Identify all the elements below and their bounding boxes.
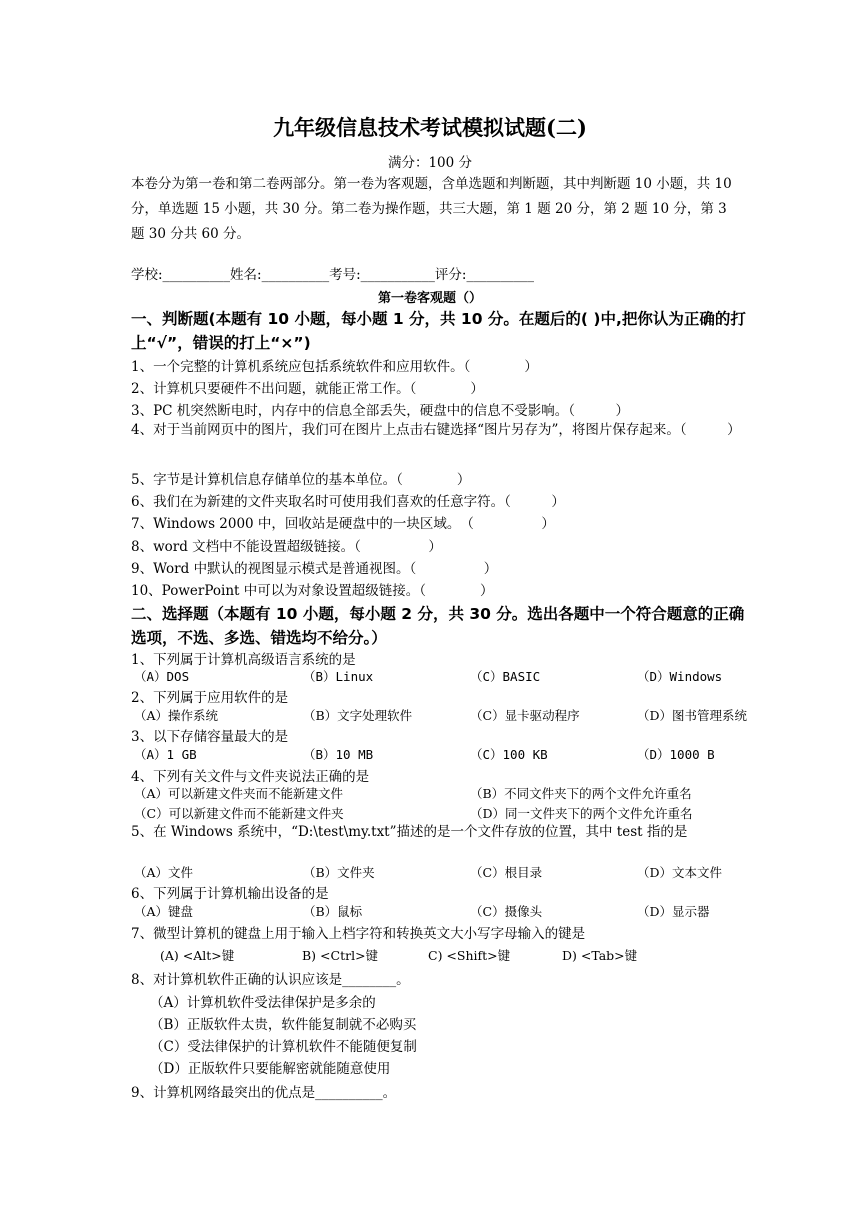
mc-option: B) <Ctrl>键	[302, 948, 379, 963]
mc-option: （C）受法律保护的计算机软件不能随便复制	[150, 1039, 417, 1055]
mc-option: （B）鼠标	[303, 904, 363, 919]
page-title: 九年级信息技术考试模拟试题(二)	[273, 115, 587, 140]
mc-option: （C）摄像头	[470, 904, 543, 919]
mc-question: 2、下列属于应用软件的是	[131, 690, 289, 706]
mc-option: （A）操作系统	[134, 708, 219, 723]
mc-option: （D）正版软件只要能解密就能随意使用	[150, 1061, 391, 1077]
mc-option: D) <Tab>键	[562, 948, 638, 963]
mc-option: （C）可以新建文件而不能新建文件夹	[134, 806, 344, 821]
student-info-line: 学校:__________姓名:__________考号:___________评分:__________	[131, 267, 534, 283]
tf-question: 8、word 文档中不能设置超级链接。（ ）	[131, 539, 442, 555]
tf-question: 4、对于当前网页中的图片，我们可在图片上点击右键选择“图片另存为”，将图片保存起来。（ ）	[131, 422, 741, 438]
mc-option: （D）1000 B	[637, 747, 715, 762]
mc-option: （C）BASIC	[470, 669, 541, 684]
mc-option: （A）1 GB	[134, 747, 197, 762]
mc-option: （D）显示器	[637, 904, 710, 919]
mc-question: 6、下列属于计算机输出设备的是	[131, 886, 329, 902]
volume-title: 第一卷客观题（）	[377, 291, 482, 306]
mc-option: （C）100 KB	[470, 747, 548, 762]
tf-question: 6、我们在为新建的文件夹取名时可使用我们喜欢的任意字符。（ ）	[131, 494, 565, 510]
tf-question: 10、PowerPoint 中可以为对象设置超级链接。（ ）	[131, 583, 494, 599]
mc-question: 5、在 Windows 系统中，“D:\test\my.txt”描述的是一个文件存放的位置，其中 test 指的是	[131, 824, 688, 840]
mc-option: C) <Shift>键	[428, 948, 511, 963]
mc-question: 3、以下存储容量最大的是	[131, 729, 289, 745]
tf-question: 2、计算机只要硬件不出问题，就能正常工作。（ ）	[131, 381, 484, 397]
mc-option: （B）文字处理软件	[303, 708, 413, 723]
mc-option: （A）DOS	[134, 669, 190, 684]
mc-option: （B）10 MB	[303, 747, 374, 762]
mc-question: 9、计算机网络最突出的优点是__________。	[131, 1085, 397, 1101]
mc-option: （D）同一文件夹下的两个文件允许重名	[470, 806, 693, 821]
mc-option: （D）Windows	[637, 669, 723, 684]
tf-question: 9、Word 中默认的视图显示模式是普通视图。（ ）	[131, 561, 498, 577]
full-score: 满分：100 分	[387, 155, 473, 171]
tf-question: 7、Windows 2000 中，回收站是硬盘中的一块区域。 （ ）	[131, 516, 555, 532]
mc-option: （B）文件夹	[303, 865, 375, 880]
mc-option: (A) <Alt>键	[160, 948, 235, 963]
exam-intro: 本卷分为第一卷和第二卷两部分。第一卷为客观题，含单选题和判断题，其中判断题 10 小题，共 10 分，单选题 15 小题，共 30 分。第二卷为操作题，共三大题，第 1 题 20 分，第 2 题 10 分，第 3 题 30 分共 60 分。	[131, 176, 732, 242]
mc-option: （A）可以新建文件夹而不能新建文件	[134, 786, 344, 801]
tf-question: 1、一个完整的计算机系统应包括系统软件和应用软件。（ ）	[131, 359, 538, 375]
mc-option: （C）显卡驱动程序	[470, 708, 580, 723]
mc-option: （A）计算机软件受法律保护是多余的	[150, 995, 376, 1011]
mc-option: （D）图书管理系统	[637, 708, 748, 723]
mc-question: 7、微型计算机的键盘上用于输入上档字符和转换英文大小写字母输入的键是	[131, 926, 586, 942]
section1-heading: 一、判断题(本题有 10 小题，每小题 1 分，共 10 分。在题后的( )中,把你认为正确的打上“√”，错误的打上“×”)	[131, 310, 746, 352]
mc-question: 8、对计算机软件正确的认识应该是________。	[131, 972, 410, 988]
mc-option: （D）文本文件	[637, 865, 723, 880]
mc-option: （A）文件	[134, 865, 194, 880]
mc-option: （B）正版软件太贵，软件能复制就不必购买	[150, 1017, 417, 1033]
mc-option: （A）键盘	[134, 904, 194, 919]
mc-option: （B）Linux	[303, 669, 374, 684]
mc-option: （C）根目录	[470, 865, 543, 880]
mc-question: 1、下列属于计算机高级语言系统的是	[131, 652, 356, 668]
tf-question: 3、PC 机突然断电时，内存中的信息全部丢失，硬盘中的信息不受影响。（ ）	[131, 403, 630, 419]
tf-question: 5、字节是计算机信息存储单位的基本单位。（ ）	[131, 472, 471, 488]
section2-heading: 二、选择题（本题有 10 小题，每小题 2 分，共 30 分。选出各题中一个符合题意的正确选项，不选、多选、错选均不给分。）	[131, 605, 745, 647]
mc-option: （B）不同文件夹下的两个文件允许重名	[470, 786, 692, 801]
mc-question: 4、下列有关文件与文件夹说法正确的是	[131, 769, 370, 785]
